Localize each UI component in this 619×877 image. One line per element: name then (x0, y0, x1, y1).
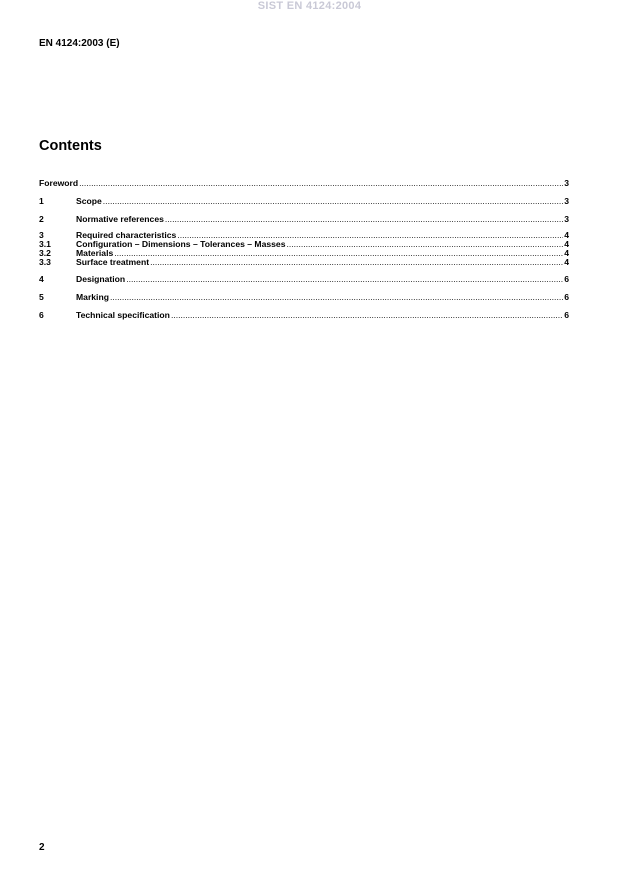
toc-entry-number: 2 (39, 214, 44, 224)
toc-entry-title: Scope (76, 196, 102, 206)
toc-entry-title: Required characteristics (76, 231, 177, 240)
toc-entry-page: 3 (564, 196, 569, 206)
toc-entry-page: 3 (564, 214, 569, 224)
toc-entry-page: 4 (564, 240, 569, 249)
toc-leader-dots (177, 231, 563, 240)
toc-entry-title: Normative references (76, 214, 164, 224)
toc-entry-title: Configuration – Dimensions – Tolerances – Masses (76, 240, 286, 249)
toc-entry-number: 5 (39, 292, 44, 302)
toc-entry-page: 6 (564, 292, 569, 302)
toc-entry-title: Foreword (39, 178, 79, 188)
toc-entry-required-characteristics[interactable] (39, 231, 569, 240)
toc-entry-title: Marking (76, 292, 109, 302)
toc-entry-title: Technical specification (76, 310, 170, 320)
toc-entry-title: Designation (76, 274, 126, 284)
toc-entry-marking[interactable] (39, 291, 569, 303)
contents-heading: Contents (39, 138, 102, 154)
document-id: EN 4124:2003 (E) (39, 38, 120, 49)
toc-entry-page: 3 (564, 178, 569, 188)
toc-entry-foreword[interactable] (39, 177, 569, 189)
toc-entry-page: 6 (564, 310, 569, 320)
toc-entry-number: 1 (39, 196, 44, 206)
table-of-contents (39, 177, 569, 321)
toc-entry-number: 3.2 (39, 249, 51, 258)
toc-entry-page: 4 (564, 258, 569, 267)
toc-leader-dots (110, 291, 563, 303)
toc-entry-technical-specification[interactable] (39, 309, 569, 321)
watermark: SIST EN 4124:2004 (257, 0, 362, 12)
toc-leader-dots (165, 213, 563, 225)
toc-entry-surface-treatment[interactable] (39, 258, 569, 267)
toc-leader-dots (126, 273, 563, 285)
toc-entry-number: 3.3 (39, 258, 51, 267)
toc-entry-materials[interactable] (39, 249, 569, 258)
toc-entry-number: 6 (39, 310, 44, 320)
toc-entry-scope[interactable] (39, 195, 569, 207)
toc-leader-dots (171, 309, 563, 321)
toc-entry-page: 4 (564, 231, 569, 240)
toc-leader-dots (103, 195, 563, 207)
toc-entry-number: 3 (39, 231, 44, 240)
page-number: 2 (39, 842, 45, 853)
toc-leader-dots (287, 240, 564, 249)
toc-leader-dots (79, 177, 563, 189)
toc-entry-number: 4 (39, 274, 44, 284)
toc-entry-normative-references[interactable] (39, 213, 569, 225)
toc-leader-dots (150, 258, 563, 267)
toc-leader-dots (114, 249, 563, 258)
toc-entry-number: 3.1 (39, 240, 51, 249)
toc-entry-designation[interactable] (39, 273, 569, 285)
toc-entry-page: 4 (564, 249, 569, 258)
toc-entry-title: Surface treatment (76, 258, 150, 267)
toc-entry-title: Materials (76, 249, 114, 258)
toc-entry-page: 6 (564, 274, 569, 284)
toc-entry-configuration[interactable] (39, 240, 569, 249)
